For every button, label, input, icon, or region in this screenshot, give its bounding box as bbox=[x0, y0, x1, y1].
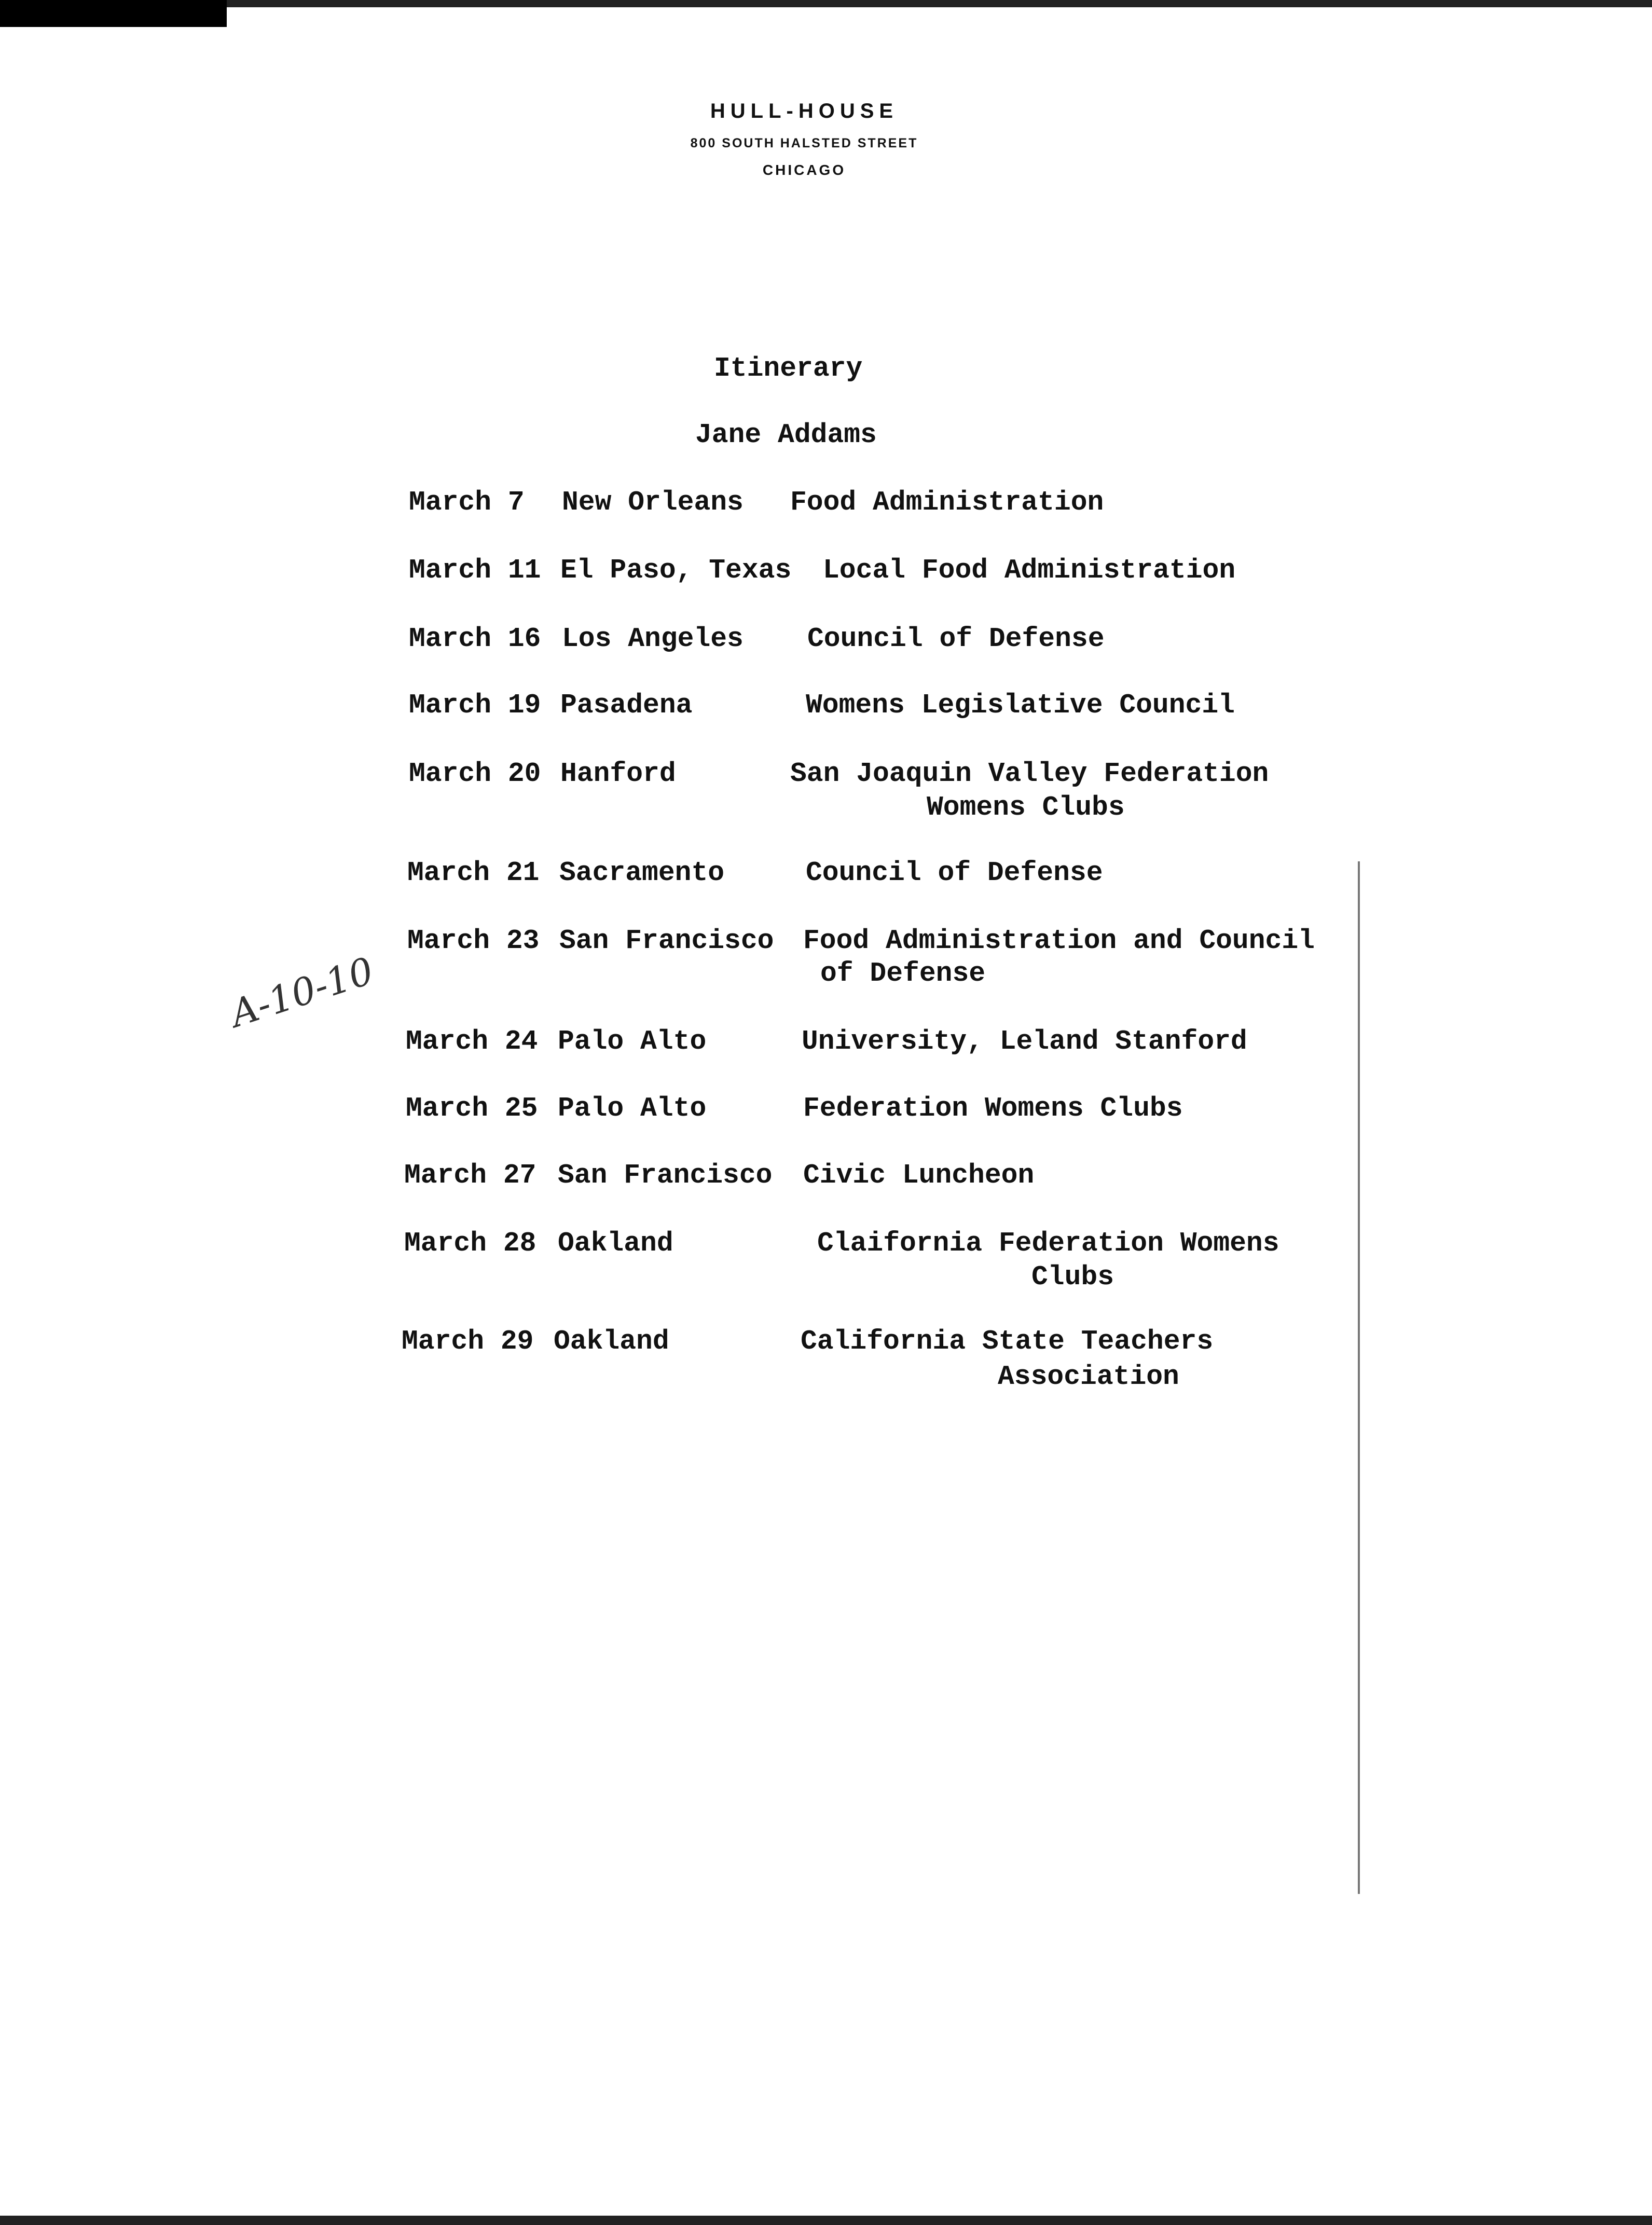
row-date: March 25 bbox=[406, 1093, 538, 1124]
row-org-continued: Womens Clubs bbox=[927, 792, 1125, 823]
row-date: March 19 bbox=[409, 690, 541, 721]
row-place: Oakland bbox=[558, 1228, 673, 1259]
letterhead-name: HULL-HOUSE bbox=[710, 100, 899, 122]
row-org: Council of Defense bbox=[806, 857, 1103, 888]
row-org-continued: Association bbox=[998, 1361, 1179, 1392]
row-date: March 24 bbox=[406, 1026, 538, 1057]
row-org: San Joaquin Valley Federation bbox=[790, 758, 1269, 789]
row-org-continued: Clubs bbox=[1031, 1261, 1114, 1293]
row-org: Food Administration and Council bbox=[803, 925, 1315, 956]
row-org-continued: of Defense bbox=[820, 958, 986, 989]
row-date: March 29 bbox=[402, 1326, 534, 1357]
row-place: Pasadena bbox=[560, 690, 693, 721]
row-place: El Paso, Texas bbox=[560, 555, 792, 586]
row-date: March 27 bbox=[404, 1160, 536, 1191]
scan-top-border bbox=[0, 0, 1652, 7]
row-date: March 11 bbox=[409, 555, 541, 586]
row-org: Federation Womens Clubs bbox=[803, 1093, 1183, 1124]
row-date: March 28 bbox=[404, 1228, 536, 1259]
row-org: Civic Luncheon bbox=[803, 1160, 1035, 1191]
letterhead-address: 800 SOUTH HALSTED STREET bbox=[690, 136, 918, 150]
row-place: San Francisco bbox=[558, 1160, 773, 1191]
row-org: University, Leland Stanford bbox=[802, 1026, 1247, 1057]
row-org: Council of Defense bbox=[807, 623, 1105, 654]
row-place: Oakland bbox=[554, 1326, 669, 1357]
person-name: Jane Addams bbox=[695, 419, 877, 450]
row-place: Palo Alto bbox=[558, 1026, 707, 1057]
row-date: March 7 bbox=[409, 487, 525, 518]
letterhead-city: CHICAGO bbox=[762, 162, 846, 178]
row-place: Los Angeles bbox=[562, 623, 744, 654]
row-org: Food Administration bbox=[790, 487, 1104, 518]
page-fold-line bbox=[1358, 861, 1360, 1894]
row-place: Hanford bbox=[560, 758, 676, 789]
row-org: California State Teachers bbox=[801, 1326, 1214, 1357]
row-place: New Orleans bbox=[562, 487, 744, 518]
row-org: Womens Legislative Council bbox=[806, 690, 1235, 721]
handwritten-note: A-10-10 bbox=[225, 949, 379, 1036]
row-place: Palo Alto bbox=[558, 1093, 707, 1124]
row-org: Claifornia Federation Womens bbox=[817, 1228, 1279, 1259]
row-date: March 20 bbox=[409, 758, 541, 789]
row-date: March 21 bbox=[407, 857, 540, 888]
row-place: San Francisco bbox=[559, 925, 774, 956]
row-date: March 23 bbox=[407, 925, 540, 956]
row-org: Local Food Administration bbox=[823, 555, 1236, 586]
scan-black-block bbox=[0, 0, 227, 27]
scan-bottom-border bbox=[0, 2216, 1652, 2225]
row-place: Sacramento bbox=[559, 857, 725, 888]
document-title: Itinerary bbox=[714, 353, 863, 384]
row-date: March 16 bbox=[409, 623, 541, 654]
